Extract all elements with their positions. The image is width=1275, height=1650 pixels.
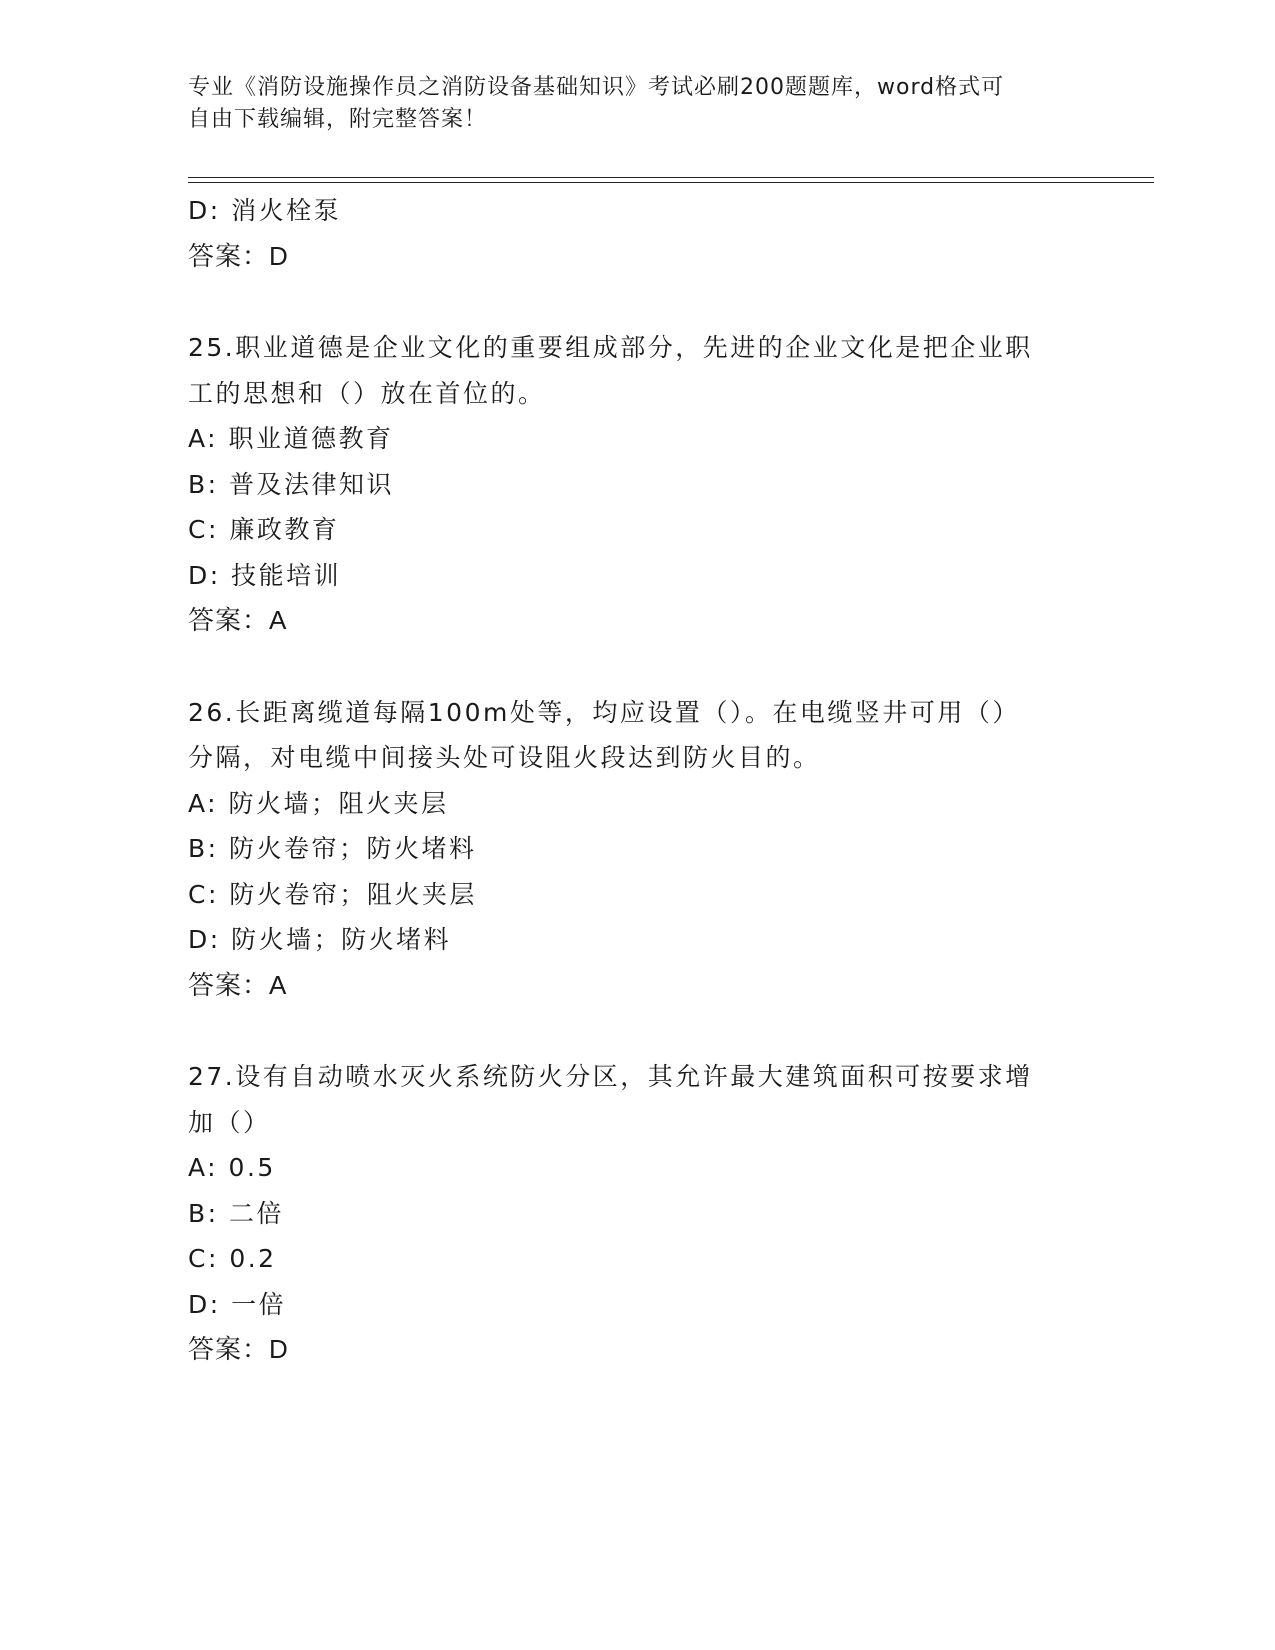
header-line-2: 自由下载编辑，附完整答案！ [188, 107, 488, 132]
answer-line: 答案：D [188, 240, 289, 271]
question-stem: 工的思想和（）放在首位的。 [188, 378, 546, 408]
option-c: C: 防火卷帘；阻火夹层 [188, 879, 477, 909]
option-a: A: 0.5 [188, 1153, 276, 1182]
option-d: D: 防火墙；防火堵料 [188, 925, 452, 954]
header-divider-bottom [188, 182, 1154, 183]
question-list [188, 188, 1088, 1373]
question-26 [188, 690, 1088, 1009]
question-stem: 26.长距离缆道每隔100m处等，均应设置（）。在电缆竖井可用（） [188, 697, 1020, 727]
option-b: B: 二倍 [188, 1198, 285, 1228]
answer-line: 答案：A [188, 969, 288, 1000]
option-a: A: 防火墙；阻火夹层 [188, 788, 449, 818]
question-27 [188, 1054, 1088, 1373]
question-stem: 分隔，对电缆中间接头处可设阻火段达到防火目的。 [188, 743, 821, 772]
page-header [188, 72, 1088, 136]
option-c: C: 廉政教育 [188, 515, 340, 544]
option-d: D: 一倍 [188, 1289, 287, 1319]
question-25 [188, 325, 1088, 644]
prev-question [188, 188, 1088, 279]
option-d: D: 消火栓泵 [188, 196, 342, 225]
header-line-1: 专业《消防设施操作员之消防设备基础知识》考试必刷200题题库，word格式可 [188, 75, 1005, 100]
answer-line: 答案：A [188, 605, 288, 635]
header-divider-top [188, 177, 1154, 178]
option-c: C: 0.2 [188, 1244, 277, 1273]
option-d: D: 技能培训 [188, 560, 342, 590]
option-a: A: 职业道德教育 [188, 424, 394, 453]
question-stem: 27.设有自动喷水灭火系统防火分区，其允许最大建筑面积可按要求增 [188, 1062, 1033, 1091]
option-b: B: 普及法律知识 [188, 469, 395, 499]
question-stem: 25.职业道德是企业文化的重要组成部分，先进的企业文化是把企业职 [188, 333, 1033, 362]
question-stem: 加（） [188, 1107, 271, 1137]
option-b: B: 防火卷帘；防火堵料 [188, 834, 477, 863]
answer-line: 答案：D [188, 1334, 289, 1364]
